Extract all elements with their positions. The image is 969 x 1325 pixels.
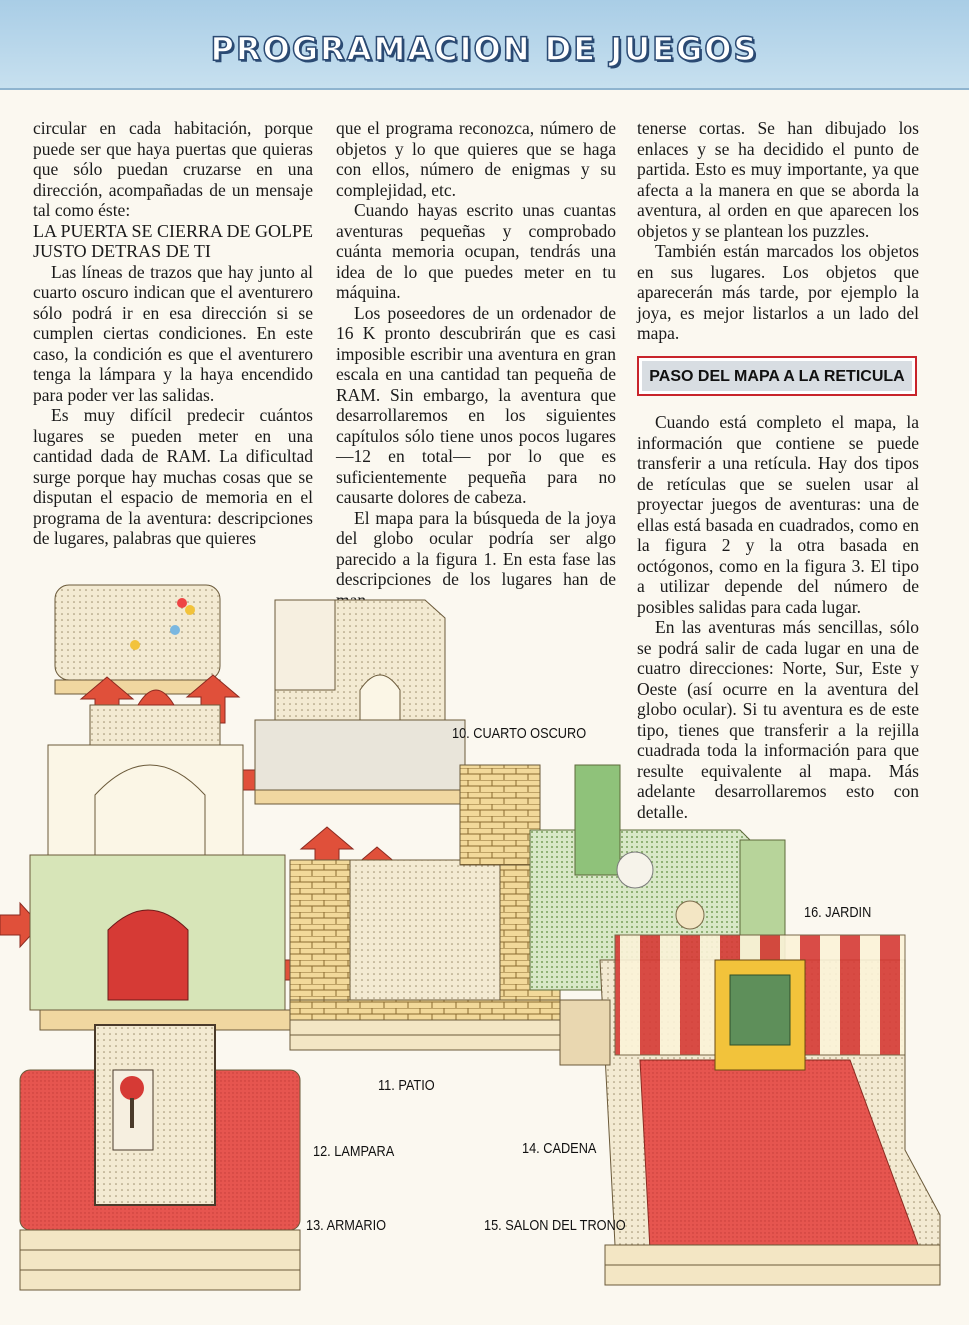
paragraph: Las líneas de trazos que hay junto al cuarto oscuro indican que el aventurero sólo podrá ir en esa dirección si se cumplen ciertas condiciones. En este caso, la condición es que el aventurero tenga la lámpara y la haya encendido para poder ver las salidas. <box>33 261 313 405</box>
quoted-message: LA PUERTA SE CIERRA DE GOLPE JUSTO DETRAS DE TI <box>33 220 314 261</box>
paragraph: El mapa para la búsqueda de la joya del globo ocular podría ser algo parecido a la figura 1. En esta fase las descripciones de los lugares han de <box>336 507 616 589</box>
room-top-tile <box>55 585 220 694</box>
label-patio: 11. PATIO <box>378 1077 435 1094</box>
section-heading-box <box>637 356 917 396</box>
paragraph: que el programa reconozca, número de objetos y lo que quieres que se haga con ellos, número de enigmas y su complejidad, etc. <box>336 118 616 200</box>
text-column-3 <box>637 118 919 344</box>
paragraph: Los poseedores de un ordenador de 16 K pronto descubrirán que es casi imposible escribir una aventura en gran escala en una cantidad tan pequeña de RAM. Sin embargo, la aventura que desarrollaremos en los siguientes capítulos sólo tiene unos pocos lugares —12 en total— por lo que es suficientemente pequeña para no causarte dolores de cabeza. <box>336 302 616 507</box>
room-lamp-cupboard <box>20 1025 300 1290</box>
text-column-1 <box>33 118 313 549</box>
paragraph: Cuando está completo el mapa, la información que contiene se puede transferir a una retícula. Hay dos tipos de retículas que se suelen usar al proyectar juegos de aventuras: una de ellas está basada en cuadrados, como en la figura 2 y la otra basada en octógonos, como en la figura 3. El tipo a utilizar depende del número de posibles salidas para cada lugar. <box>637 412 919 617</box>
room-throne-room <box>600 935 940 1285</box>
paragraph: Es muy difícil predecir cuántos lugares se pueden meter en una cantidad dada de RAM. La dificultad surge porque hay muchas cosas que se disputan el espacio de memoria en el programa de la aventura: descripciones de lugares, palabras que quieres <box>33 405 313 548</box>
adventure-map-illustration <box>0 570 969 1325</box>
paragraph: En las aventuras más sencillas, sólo se podrá salir de cada lugar en una de cuatro direcciones: Norte, Sur, Este y Oeste (así ocurre en la aventura del globo ocular). Si tu aventura es de este tipo, tienes que transferir a la rejilla cuadrada toda la información para que resulte equivalente al mapa. Más adelante desarrollaremos esto con detalle. <box>637 617 919 822</box>
room-dark-room <box>255 600 465 804</box>
paragraph: tenerse cortas. Se han dibujado los enlaces y se ha decidido el punto de partida. Esto es muy importante, ya que afecta a la manera en que se aborda la aventura, al orden en que aparecen los objetos y se plantean los puzzles. <box>637 118 919 241</box>
label-cupboard: 13. ARMARIO <box>306 1217 387 1234</box>
label-garden: 16. JARDIN <box>804 904 872 921</box>
paragraph: También están marcados los objetos en sus lugares. Los objetos que aparecerán más tarde, por ejemplo la joya, es mejor listarlos a un lado del mapa. <box>637 241 919 343</box>
label-chain: 14. CADENA <box>522 1140 597 1157</box>
paragraph: Cuando hayas escrito unas cuantas aventuras pequeñas y comprobado cuánta memoria ocupan, tendrás una idea de lo que puedes meter en tu máquina. <box>336 200 616 302</box>
label-throne-room: 15. SALON DEL TRONO <box>484 1217 626 1234</box>
text-column-2 <box>336 118 616 610</box>
paragraph: circular en cada habitación, porque puede ser que haya puertas que quieras que sólo puedan cruzarse en una dirección, acompañadas de un mensaje tal como éste: <box>33 118 313 220</box>
label-dark-room: 10. CUARTO OSCURO <box>452 725 587 742</box>
page-header <box>0 0 969 90</box>
room-chain-corridor <box>560 1000 610 1065</box>
label-lamp: 12. LAMPARA <box>313 1143 395 1160</box>
header-title: PROGRAMACION DE JUEGOS <box>210 30 759 68</box>
section-title: PASO DEL MAPA A LA RETICULA <box>649 368 905 385</box>
